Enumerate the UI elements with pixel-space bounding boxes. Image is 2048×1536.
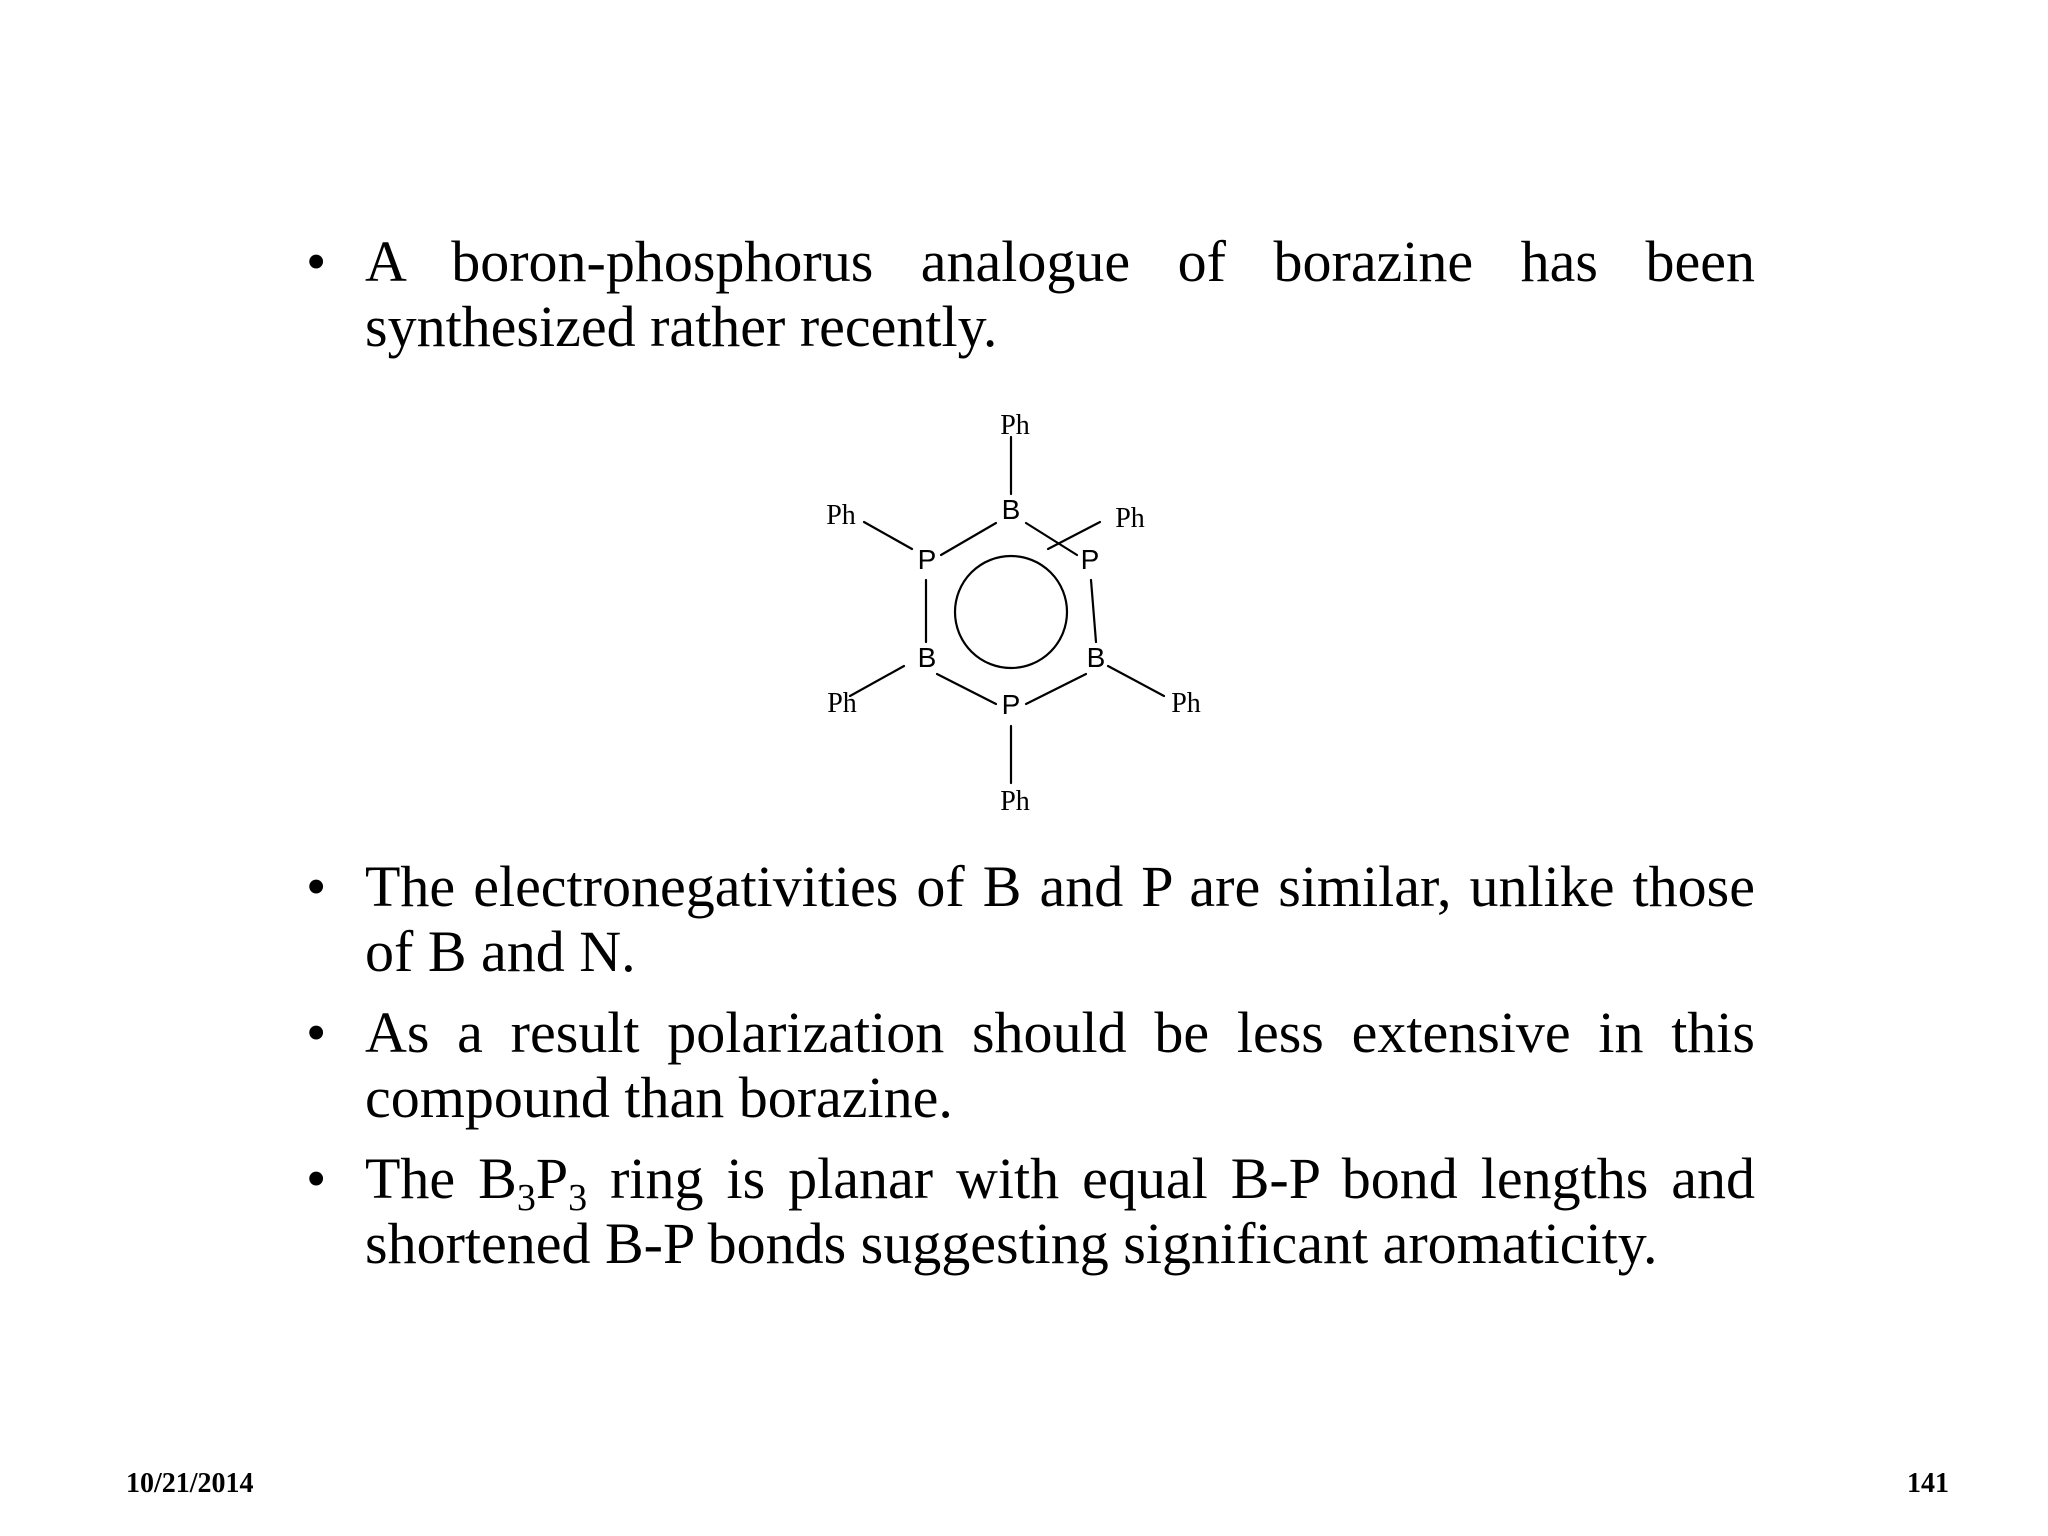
substituent-ph-bottom: Ph [1000, 786, 1030, 817]
bond-p-bottom-to-b-lower-left [937, 674, 996, 704]
formula-subscript-p: 3 [568, 1177, 588, 1219]
atom-p-upper-right: P [1080, 544, 1100, 575]
b3p3-ring-structure [800, 400, 1240, 820]
bullet-text [365, 1146, 1755, 1276]
atom-b-lower-right: B [1086, 642, 1106, 673]
bullet-item-electronegativities [300, 854, 1755, 984]
substituent-ph-upper-left: Ph [826, 500, 856, 531]
substituent-ph-top: Ph [1000, 410, 1030, 441]
atom-p-upper-left: P [917, 544, 937, 575]
atom-b-top: B [1001, 494, 1021, 525]
formula-text-p: P [535, 1146, 569, 1211]
bullet-dot: • [306, 1146, 327, 1211]
footer-date: 10/21/2014 [126, 1468, 254, 1499]
atom-b-lower-left: B [917, 642, 937, 673]
substituent-ph-lower-left: Ph [827, 688, 857, 719]
bullet-dot: • [306, 854, 327, 919]
bullet-text: The electronegativities of B and P are similar, unlike those of B and N. [365, 854, 1755, 984]
bullet-item-aromaticity [300, 1146, 1755, 1276]
substituent-ph-lower-right: Ph [1171, 688, 1201, 719]
formula-subscript-b: 3 [516, 1177, 536, 1219]
footer-page-number: 141 [1907, 1468, 1949, 1499]
bullet-item-polarization [300, 1000, 1755, 1130]
bond-b-lower-right-to-p-bottom [1026, 674, 1086, 704]
bullet-text: As a result polarization should be less extensive in this compound than borazine. [365, 1000, 1755, 1130]
top-bullet-list [300, 229, 1755, 359]
substituent-ph-upper-right: Ph [1115, 503, 1145, 534]
atom-p-bottom: P [1001, 689, 1021, 720]
bullet-text: A boron-phosphorus analogue of borazine has been synthesized rather recently. [365, 229, 1755, 359]
formula-text-b: The B [365, 1146, 517, 1211]
aromatic-ring-circle [955, 556, 1067, 668]
bond-b-top-to-p-upper-left [941, 523, 996, 555]
bond-b-lower-right-to-ph [1108, 666, 1164, 696]
bottom-bullet-list [300, 854, 1755, 1276]
bullet-item-synthesized [300, 229, 1755, 359]
bullet-dot: • [306, 1000, 327, 1065]
bond-b-lower-left-to-ph [850, 666, 904, 696]
formula-text-rest: ring is planar with equal B-P bond lengths and shortened B-P bonds suggesting significant aromaticity. [365, 1146, 1756, 1276]
bond-p-upper-right-to-b-lower-right [1091, 580, 1096, 642]
bond-p-upper-left-to-ph [864, 522, 912, 549]
bullet-dot: • [306, 229, 327, 294]
